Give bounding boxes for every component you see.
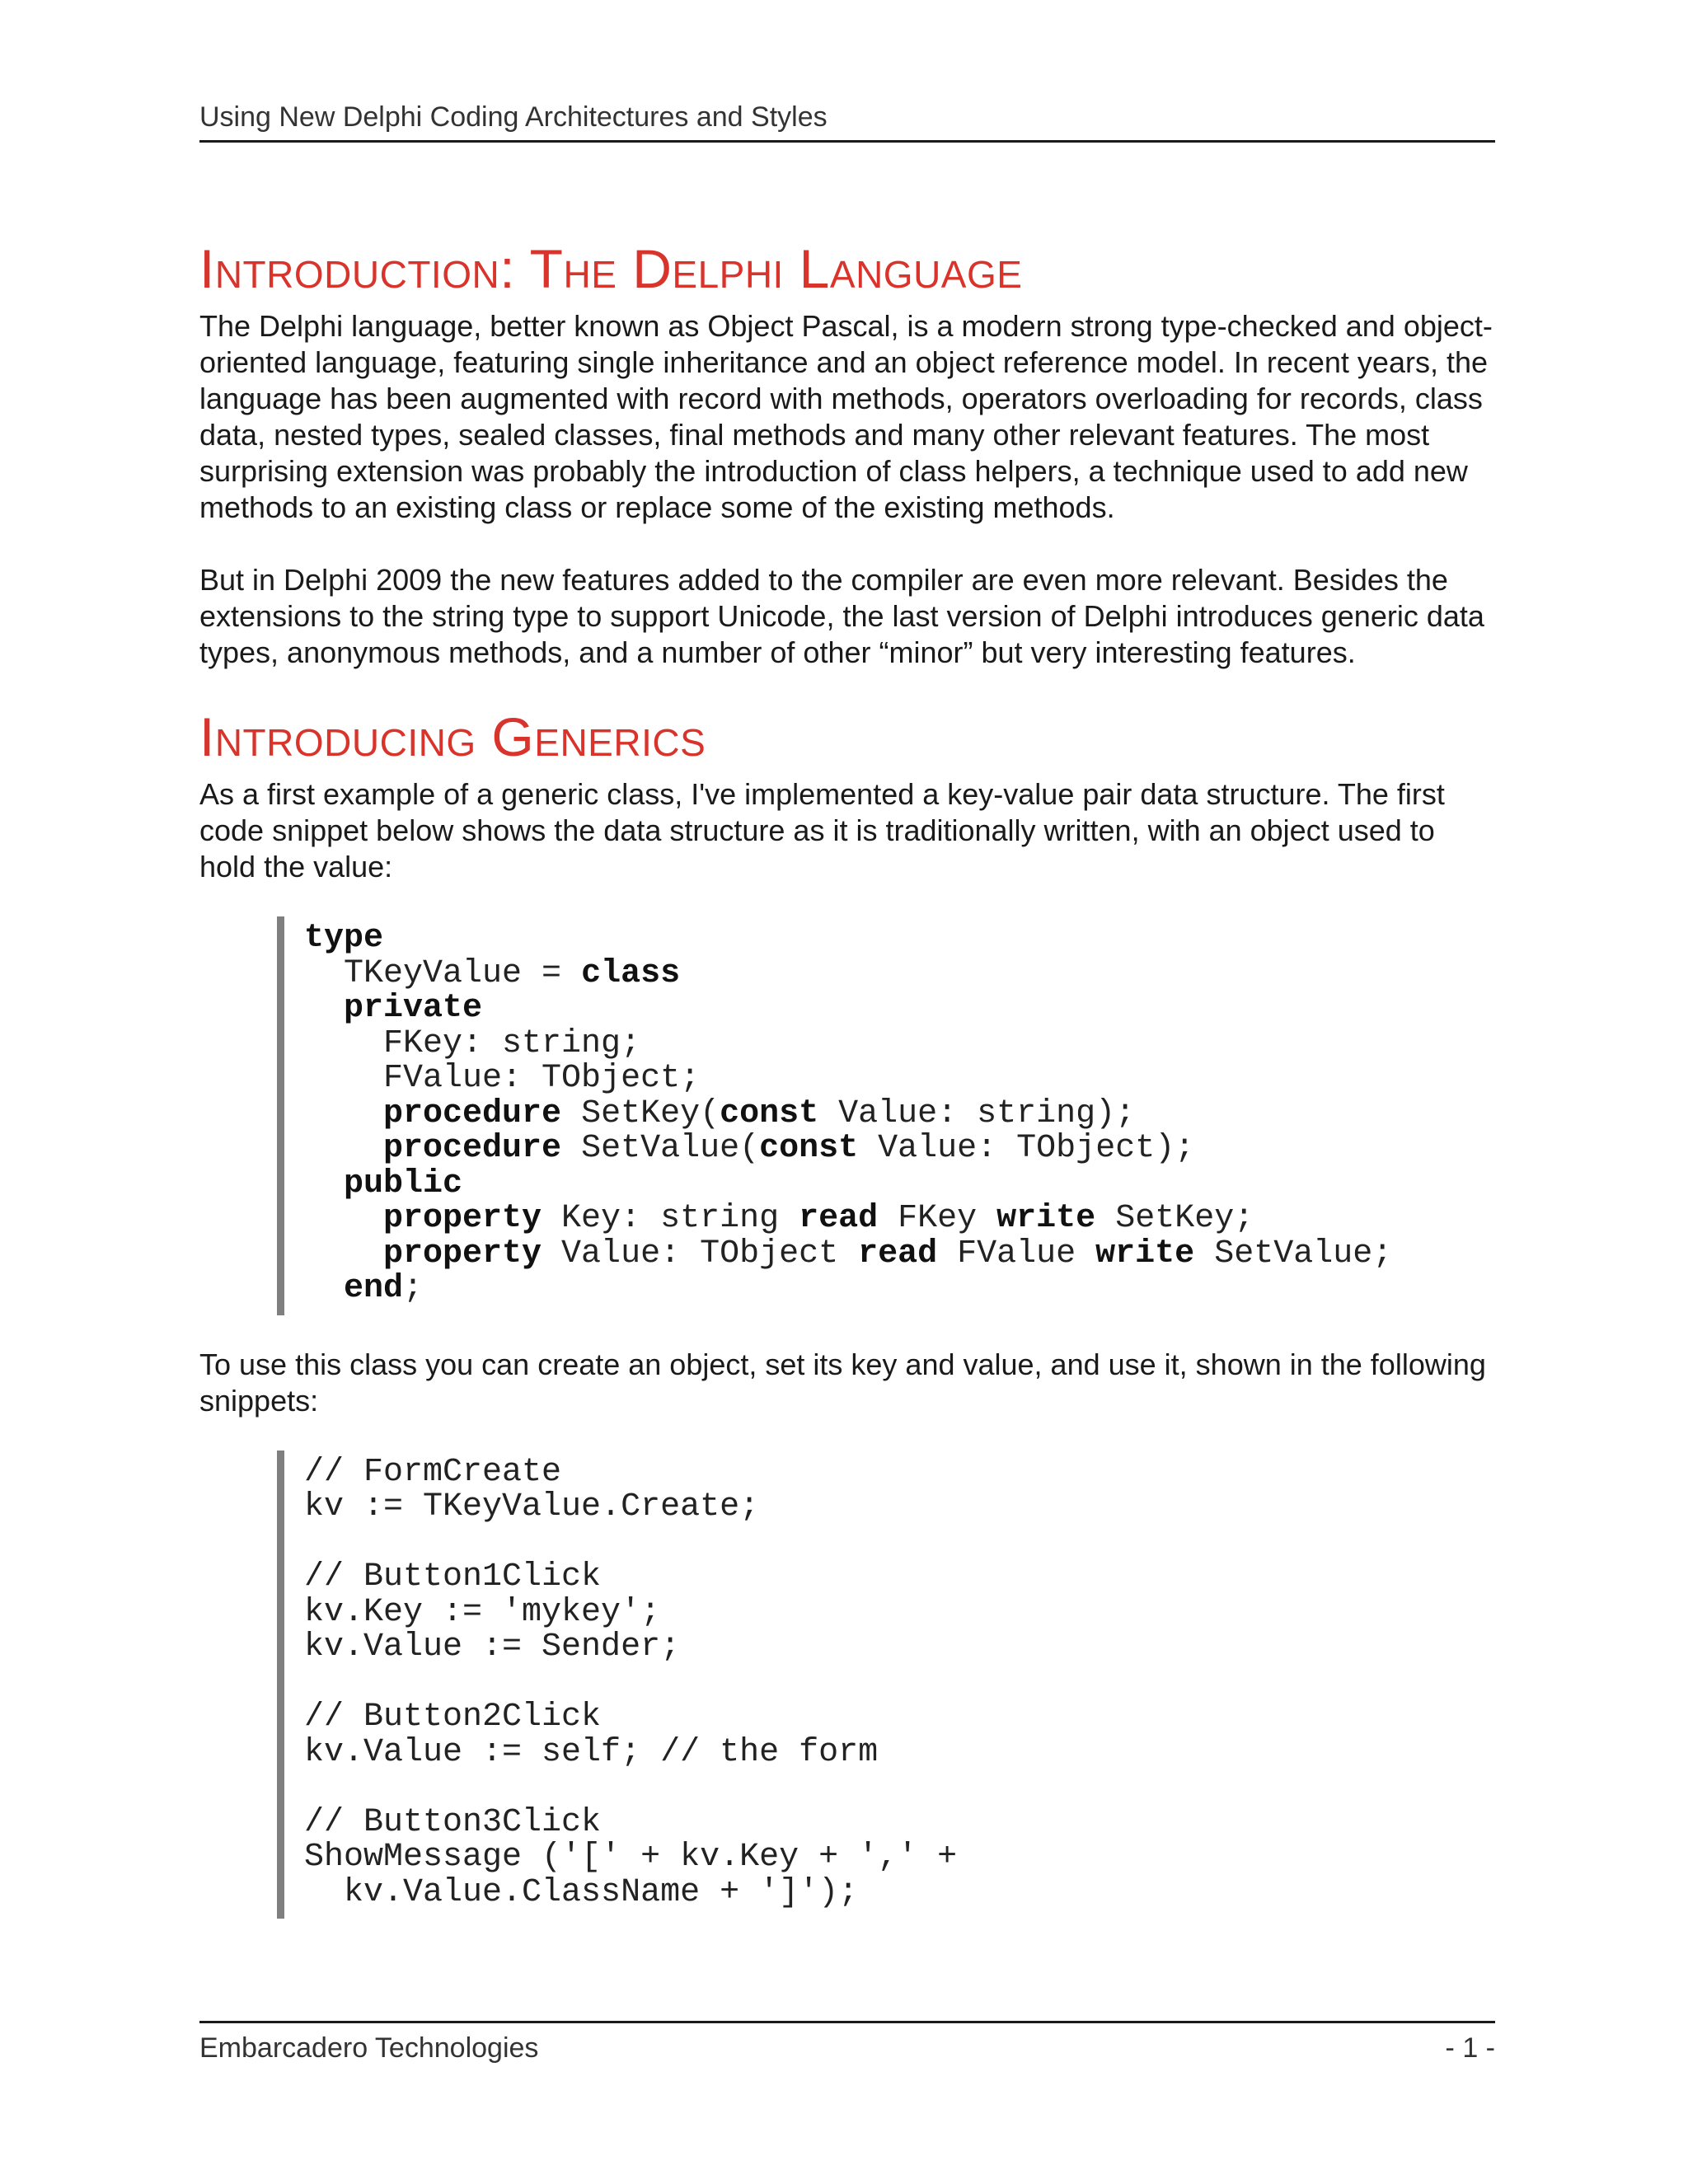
code-text: kv := TKeyValue.Create; bbox=[304, 1488, 760, 1526]
code-keyword: read bbox=[799, 1200, 879, 1237]
code-text bbox=[304, 1130, 383, 1167]
code-text: // Button3Click bbox=[304, 1803, 602, 1841]
running-footer bbox=[199, 2021, 1495, 2064]
code-keyword: property bbox=[383, 1200, 542, 1237]
code-text: SetValue( bbox=[561, 1130, 760, 1167]
code-text: ; bbox=[403, 1270, 424, 1307]
code-line bbox=[304, 1024, 1495, 1062]
code-keyword: procedure bbox=[383, 1094, 562, 1132]
code-line bbox=[304, 1132, 1495, 1167]
code-keyword: public bbox=[344, 1165, 463, 1202]
code-keyword: class bbox=[581, 954, 681, 992]
code-keyword: const bbox=[759, 1130, 859, 1167]
code-text: FKey: string; bbox=[304, 1024, 641, 1062]
running-header bbox=[199, 97, 1495, 143]
code-text bbox=[304, 1200, 383, 1237]
code-keyword: const bbox=[720, 1094, 819, 1132]
paragraph-generics-intro: As a first example of a generic class, I've implemented a key-value pair data structure. The first code snippet below shows the data structure as it is traditionally written, with an object used to hold the value: bbox=[199, 777, 1445, 883]
code-line bbox=[304, 1733, 1495, 1771]
code-text: TKeyValue = bbox=[304, 954, 582, 992]
code-line bbox=[304, 1840, 1495, 1876]
footer-company: Embarcadero Technologies bbox=[199, 2032, 539, 2064]
code-text: FValue bbox=[937, 1235, 1096, 1272]
code-text: kv.Key := 'mykey'; bbox=[304, 1593, 661, 1631]
code-text: Key: string bbox=[542, 1200, 799, 1237]
code-text: // FormCreate bbox=[304, 1453, 562, 1491]
footer-page-number: - 1 - bbox=[1445, 2032, 1495, 2064]
code-text: SetKey( bbox=[561, 1094, 720, 1132]
code-line bbox=[304, 1700, 1495, 1736]
code-line bbox=[304, 1094, 1495, 1132]
code-line bbox=[304, 1803, 1495, 1841]
code-text bbox=[304, 1270, 344, 1307]
code-text: FKey bbox=[878, 1200, 997, 1237]
code-line bbox=[304, 991, 1495, 1027]
header-title: Using New Delphi Coding Architectures and Styles bbox=[199, 101, 828, 133]
code-text bbox=[304, 1165, 344, 1202]
code-block-class-declaration bbox=[277, 916, 1495, 1315]
code-line bbox=[304, 1593, 1495, 1631]
code-text: Value: string); bbox=[818, 1094, 1136, 1132]
code-line bbox=[304, 1455, 1495, 1491]
code-keyword: end bbox=[344, 1270, 404, 1307]
code-text: kv.Value.ClassName + ']'); bbox=[304, 1873, 859, 1911]
code-line bbox=[304, 1490, 1495, 1526]
code-text: kv.Value := self; // the form bbox=[304, 1733, 879, 1771]
paragraph-usage: To use this class you can create an object, set its key and value, and use it, shown in the following snippets: bbox=[199, 1347, 1486, 1418]
code-text: SetKey; bbox=[1095, 1200, 1254, 1237]
code-line bbox=[304, 1272, 1495, 1307]
code-text bbox=[304, 1235, 383, 1272]
code-text: SetValue; bbox=[1194, 1235, 1393, 1272]
code-line bbox=[304, 1237, 1495, 1272]
code-text: ShowMessage ('[' + kv.Key + ',' + bbox=[304, 1839, 958, 1876]
document-page bbox=[199, 0, 1495, 2184]
code-line bbox=[304, 1202, 1495, 1237]
code-line bbox=[304, 1167, 1495, 1202]
paragraph-intro-1: The Delphi language, better known as Object Pascal, is a modern strong type-checked and object-oriented language, featuring single inheritance and an object reference model. In recent years, the language has been augmented with record with methods, operators overloading for records, class data, nested types, sealed classes, final methods and many other relevant features. The most surprising extension was probably the introduction of class helpers, a technique used to add new methods to an existing class or replace some of the existing methods. bbox=[199, 309, 1493, 524]
code-line bbox=[304, 1630, 1495, 1666]
code-line bbox=[304, 921, 1495, 957]
code-keyword: property bbox=[383, 1235, 542, 1272]
code-line bbox=[304, 1560, 1495, 1596]
code-block-usage-snippets bbox=[277, 1451, 1495, 1919]
section-heading-introduction: Introduction: The Delphi Language bbox=[199, 238, 1023, 299]
code-line bbox=[304, 954, 1495, 992]
code-keyword: private bbox=[344, 990, 483, 1027]
section-heading-generics: Introducing Generics bbox=[199, 706, 706, 767]
code-line bbox=[304, 1526, 1495, 1561]
code-keyword: write bbox=[996, 1200, 1096, 1237]
code-text: Value: TObject bbox=[542, 1235, 859, 1272]
code-line bbox=[304, 1770, 1495, 1806]
code-line bbox=[304, 1666, 1495, 1701]
code-text: FValue: TObject; bbox=[304, 1060, 701, 1097]
code-text: Value: TObject); bbox=[858, 1130, 1195, 1167]
code-text bbox=[304, 990, 344, 1027]
code-text: // Button1Click bbox=[304, 1558, 602, 1596]
code-keyword: type bbox=[304, 920, 384, 957]
code-text bbox=[304, 1095, 383, 1132]
code-keyword: read bbox=[858, 1235, 938, 1272]
code-keyword: procedure bbox=[383, 1130, 562, 1167]
code-line bbox=[304, 1062, 1495, 1097]
paragraph-intro-2: But in Delphi 2009 the new features added to the compiler are even more relevant. Besides the extensions to the string type to support Unicode, the last version of Delphi introduces generic data types, anonymous methods, and a number of other “minor” but very interesting features. bbox=[199, 563, 1484, 669]
code-text: // Button2Click bbox=[304, 1699, 602, 1736]
code-line bbox=[304, 1873, 1495, 1911]
code-keyword: write bbox=[1095, 1235, 1195, 1272]
code-text: kv.Value := Sender; bbox=[304, 1629, 681, 1666]
page-content bbox=[199, 231, 1495, 1950]
